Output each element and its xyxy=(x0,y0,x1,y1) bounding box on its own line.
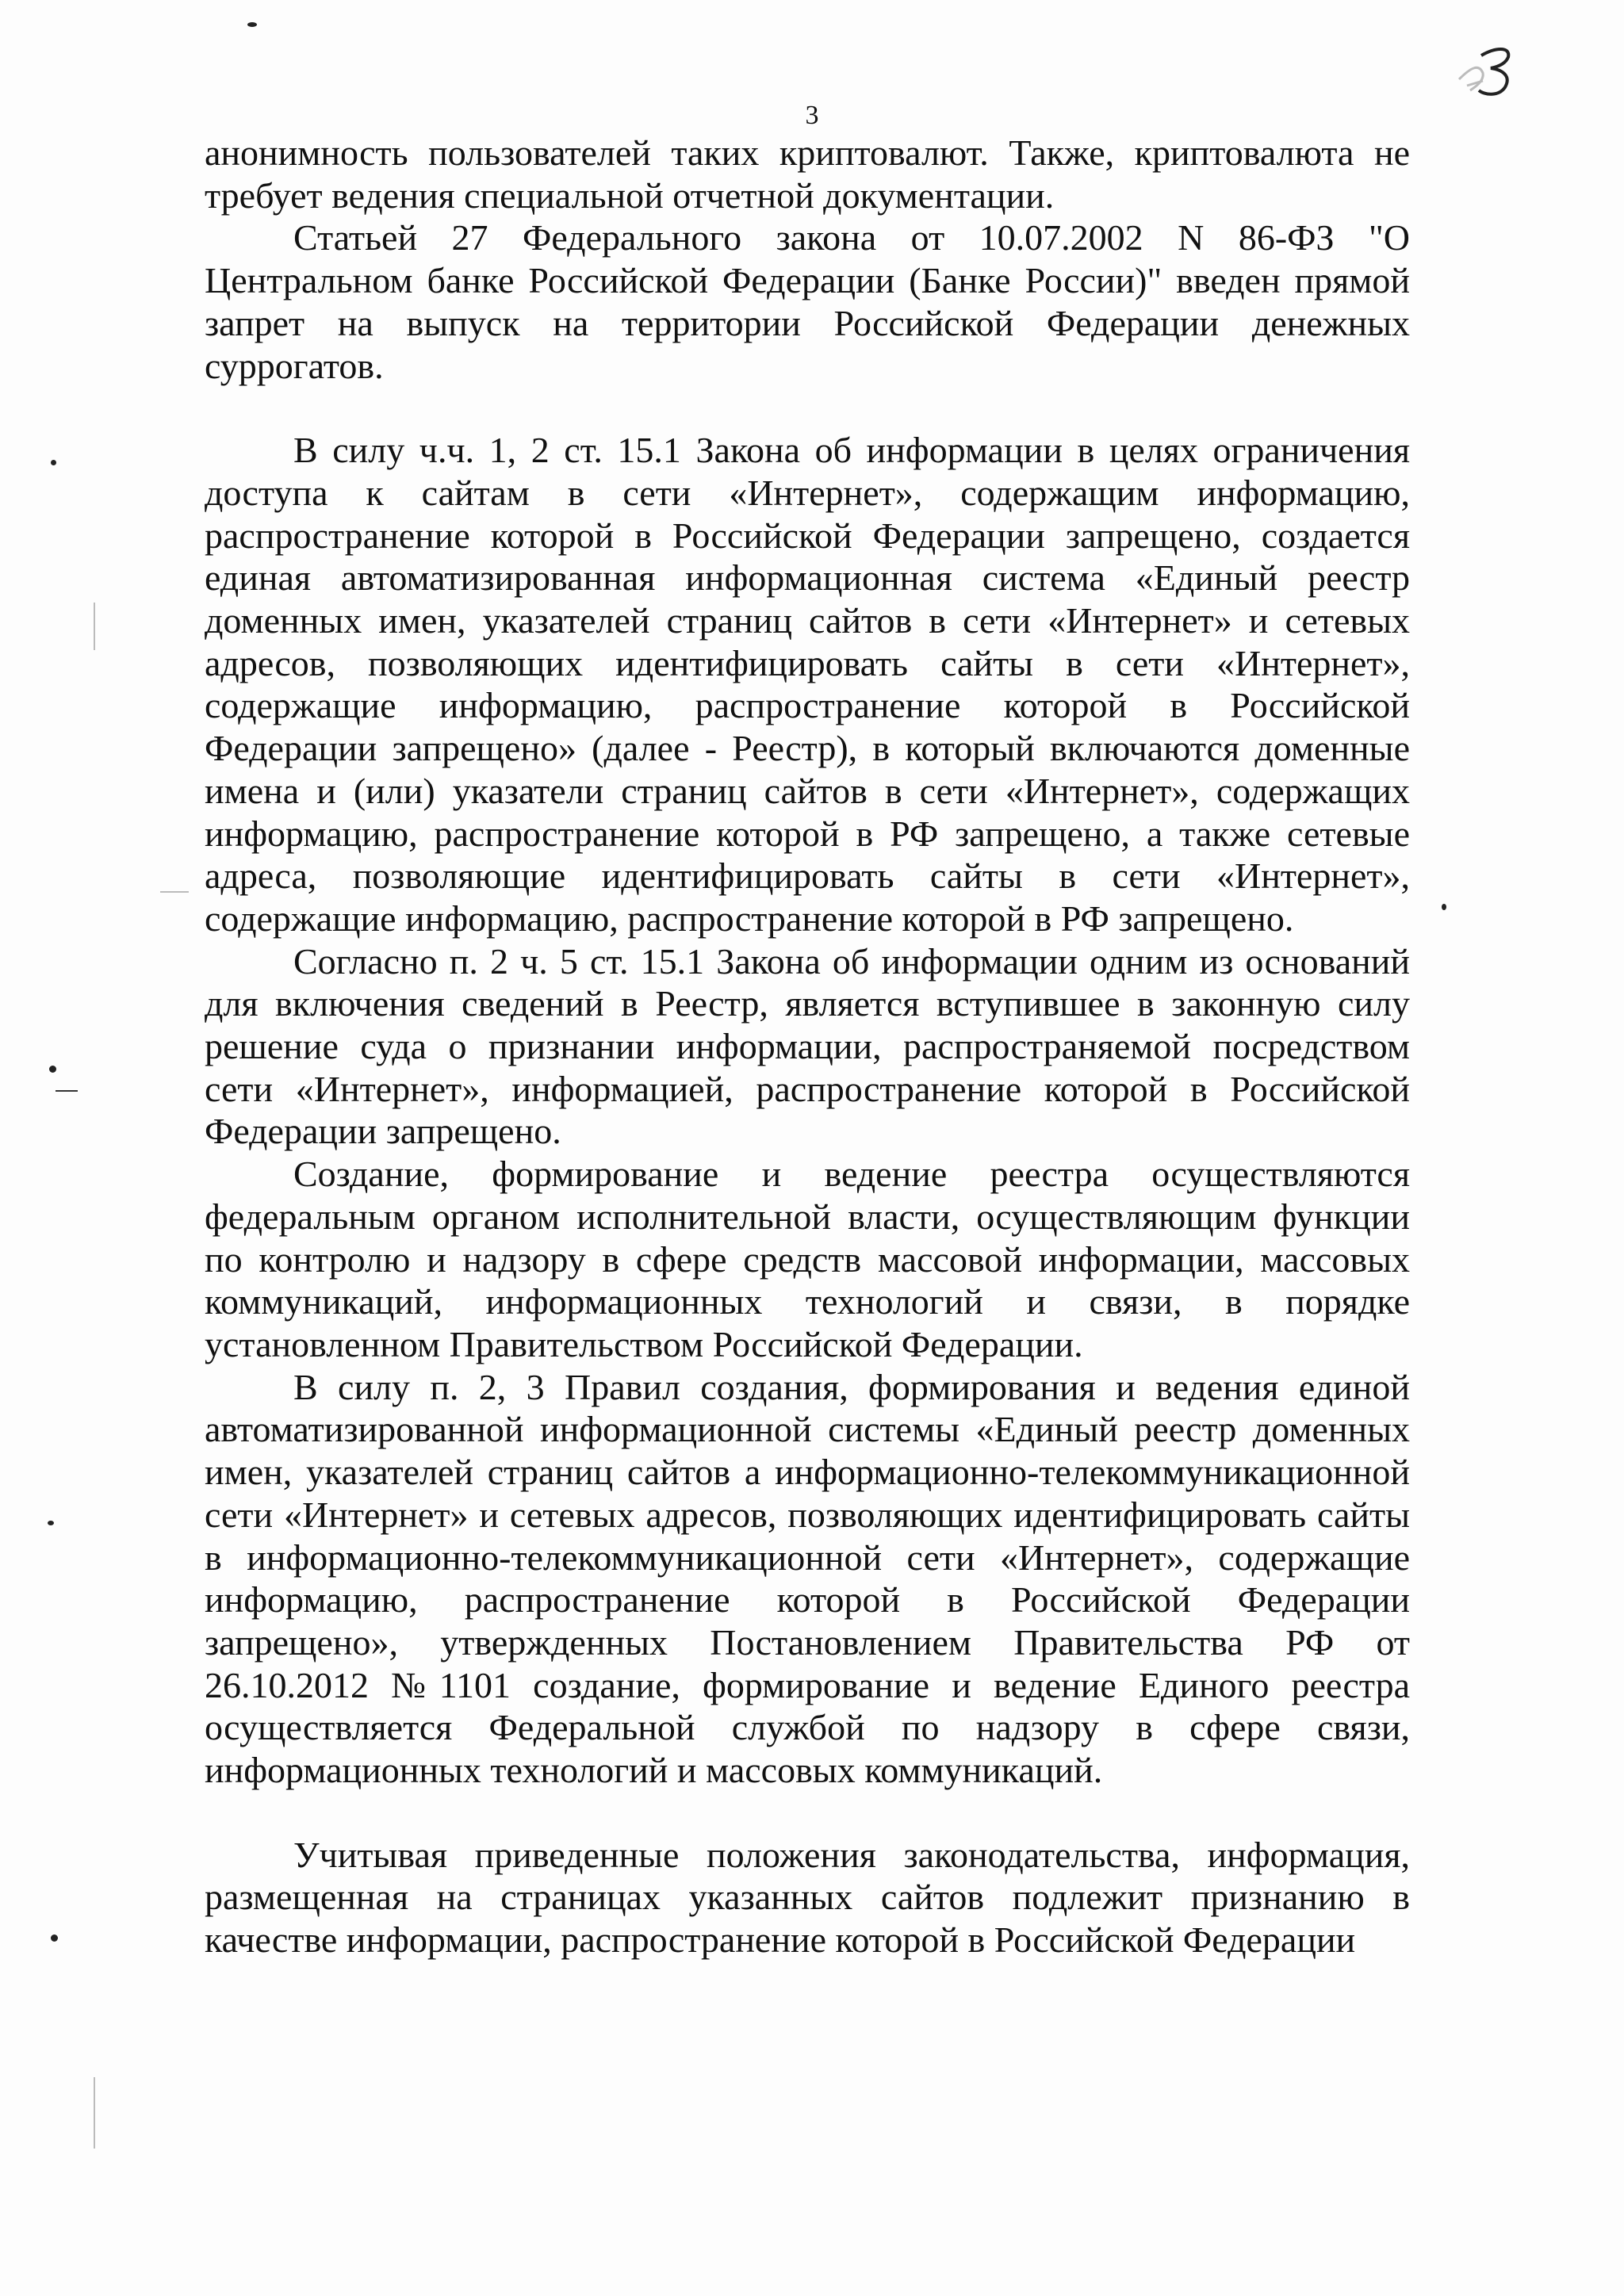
page-number: 3 xyxy=(805,101,819,130)
scan-artifact-dot xyxy=(51,1934,58,1942)
paragraph-5: Создание, формирование и ведение реестра осуществляются федеральным органом исполнительной власти, осуществляющим функции по контролю и надзору в сфере средств массовой информации, массовых коммуникаций, информационных технологий и связи, в порядке установленном Правительством Российской Федерации. xyxy=(205,1154,1410,1364)
paragraph-2: Статьей 27 Федерального закона от 10.07.2002 N 86-ФЗ "О Центральном банке Российской Федерации (Банке России)" введен прямой запрет на выпуск на территории Российской Федерации денежных суррогатов. xyxy=(205,217,1410,386)
document-body xyxy=(205,132,1410,1961)
scan-artifact-dot xyxy=(1442,904,1446,910)
scan-artifact-dot xyxy=(51,460,56,465)
paragraph-6: В силу п. 2, 3 Правил создания, формирования и ведения единой автоматизированной информационной системы «Единый реестр доменных имен, указателей страниц сайтов а информационно-телекоммуникационной сети «Интернет» и сетевых адресов, позволяющих идентифицировать сайты в информационно-телекоммуникационной сети «Интернет», содержащие информацию, распространение которой в Российской Федерации запрещено», утвержденных Постановлением Правительства РФ от 26.10.2012 №1101 создание, формирование и ведение Единого реестра осуществляется Федеральной службой по надзору в сфере связи, информационных технологий и массовых коммуникаций. xyxy=(205,1366,1410,1791)
handwritten-page-mark xyxy=(1435,24,1538,111)
paragraph-4: Согласно п. 2 ч. 5 ст. 15.1 Закона об информации одним из оснований для включения сведений в Реестр, является вступившее в законную силу решение суда о признании информации, распространяемой посредством сети «Интернет», информацией, распространение которой в Российской Федерации запрещено. xyxy=(205,940,1410,1152)
paragraph-7: Учитывая приведенные положения законодательства, информация, размещенная на страницах указанных сайтов подлежит признанию в качестве информации, распространение которой в Российской Федерации xyxy=(205,1834,1410,1961)
scan-artifact-line xyxy=(160,891,189,893)
scan-artifact-line xyxy=(94,603,95,650)
paragraph-1: анонимность пользователей таких криптовалют. Также, криптовалюта не требует ведения специальной отчетной документации. xyxy=(205,132,1410,216)
paragraph-3: В силу ч.ч. 1, 2 ст. 15.1 Закона об информации в целях ограничения доступа к сайтам в сети «Интернет», содержащим информацию, распространение которой в Российской Федерации запрещено, создается единая автоматизированная информационная система «Единый реестр доменных имен, указателей страниц сайтов в сети «Интернет» и сетевых адресов, позволяющих идентифицировать сайты в сети «Интернет», содержащие информацию, распространение которой в Российской Федерации запрещено» (далее - Реестр), в который включаются доменные имена и (или) указатели страниц сайтов в сети «Интернет», содержащих информацию, распространение которой в РФ запрещено, а также сетевые адреса, позволяющие идентифицировать сайты в сети «Интернет», содержащие информацию, распространение которой в РФ запрещено. xyxy=(205,430,1410,939)
scan-artifact-line xyxy=(56,1090,78,1092)
scan-artifact-dot xyxy=(48,1521,54,1525)
scan-artifact-dot xyxy=(49,1066,56,1073)
scan-artifact-line xyxy=(94,2077,95,2149)
scan-artifact-dot xyxy=(247,22,257,27)
